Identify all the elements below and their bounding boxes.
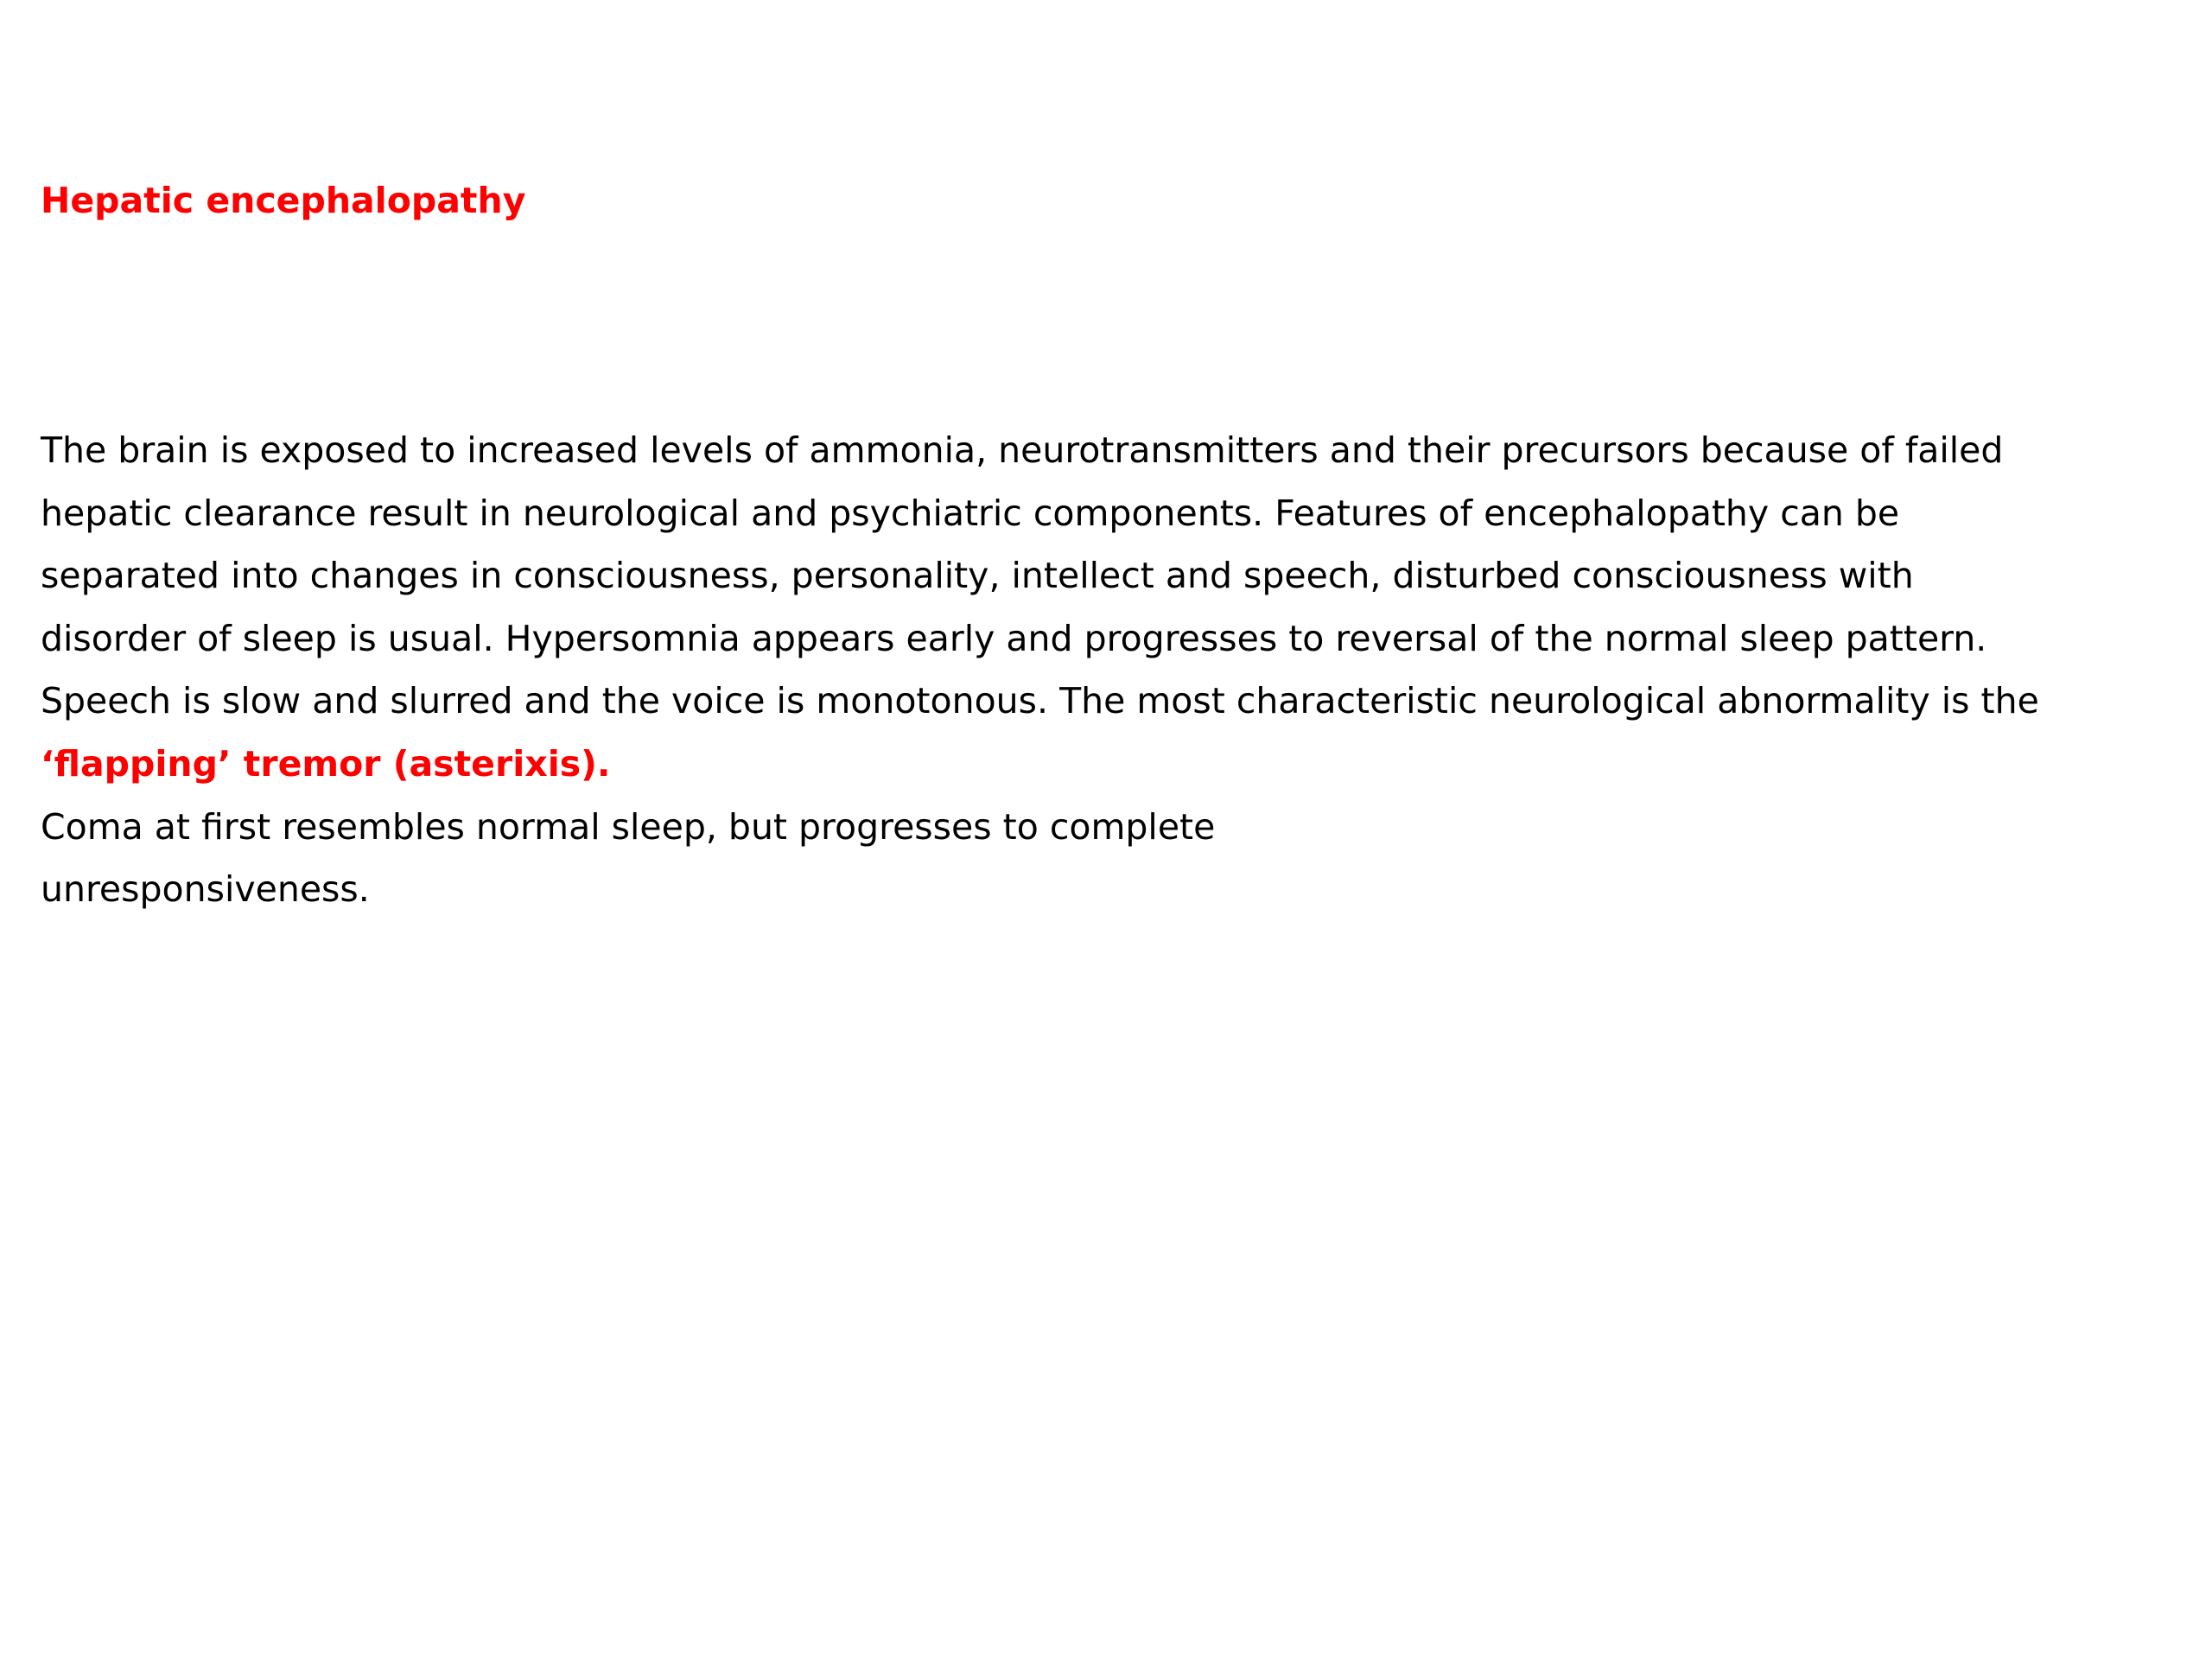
paragraph-line: Speech is slow and slurred and the voice is monotonous. The most characteristic neurological abnormality is the [41, 680, 2039, 722]
paragraph-line: hepatic clearance result in neurological and psychiatric components. Features of encephalopathy can be [41, 492, 1900, 534]
closing-line: unresponsiveness. [41, 868, 370, 911]
slide-body [41, 419, 2097, 921]
highlight-term: ‘flapping’ tremor (asterixis). [41, 742, 611, 785]
paragraph-line: separated into changes in consciousness, personality, intellect and speech, disturbed consciousness with [41, 555, 1914, 597]
paragraph-line: The brain is exposed to increased levels of ammonia, neurotransmitters and their precursors because of failed [41, 429, 2004, 471]
slide-title: Hepatic encephalopathy [41, 180, 526, 221]
closing-line: Coma at first resembles normal sleep, but progresses to complete [41, 805, 1216, 848]
paragraph-line: disorder of sleep is usual. Hypersomnia appears early and progresses to reversal of the normal sleep pattern. [41, 617, 1987, 659]
